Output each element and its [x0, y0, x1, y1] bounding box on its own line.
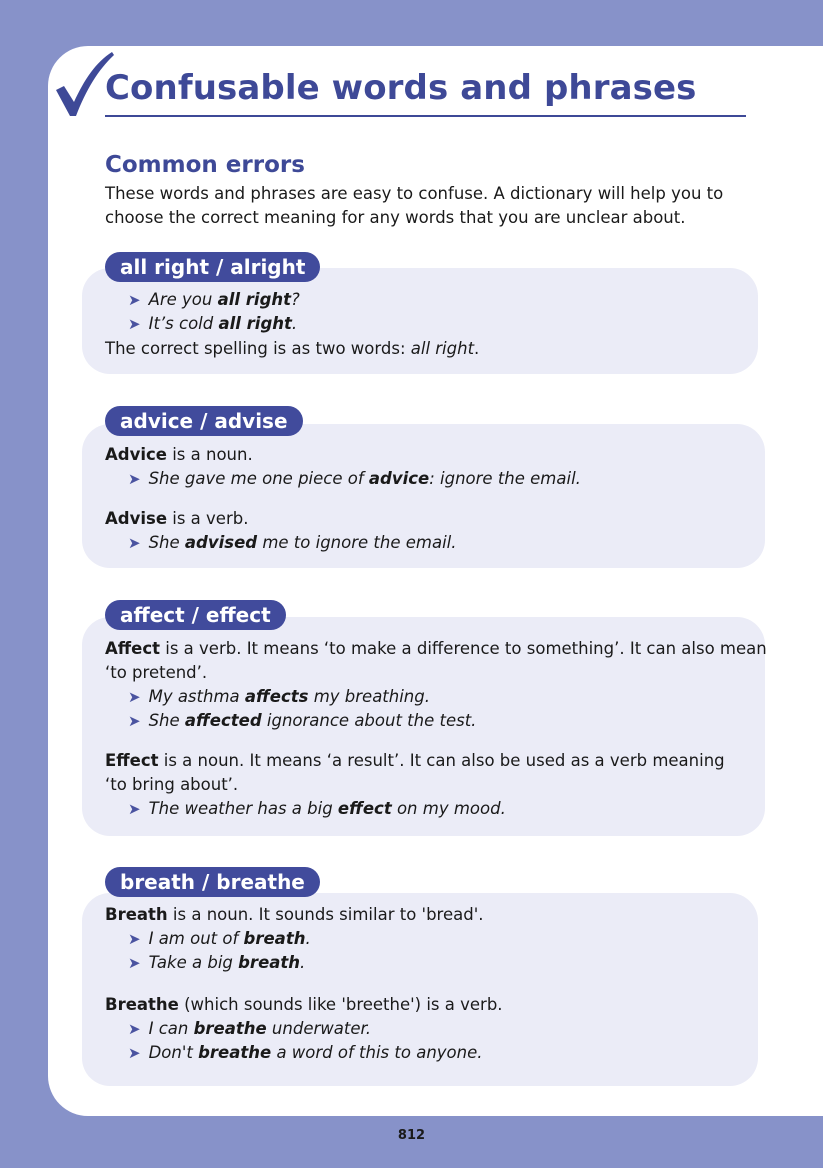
section-heading: Common errors	[105, 152, 305, 178]
entry-pill-affect: affect / effect	[105, 600, 286, 630]
arrow-bullet-icon: ➤	[128, 930, 141, 948]
example-line: ➤ Don't breathe a word of this to anyone.	[128, 1043, 483, 1062]
example-line: ➤ Take a big breath.	[128, 953, 306, 972]
arrow-bullet-icon: ➤	[128, 291, 141, 309]
example-line: ➤ Are you all right?	[128, 290, 300, 309]
example-line: ➤ I am out of breath.	[128, 929, 311, 948]
section-intro	[105, 182, 745, 230]
explanation-line: The correct spelling is as two words: all right.	[105, 339, 480, 358]
arrow-bullet-icon: ➤	[128, 712, 141, 730]
arrow-bullet-icon: ➤	[128, 1020, 141, 1038]
explanation-line: ‘to pretend’.	[105, 663, 208, 682]
explanation-line: Advice is a noun.	[105, 445, 253, 464]
example-line: ➤ My asthma affects my breathing.	[128, 687, 430, 706]
example-line: ➤ She advised me to ignore the email.	[128, 533, 457, 552]
explanation-line: Breathe (which sounds like 'breethe') is a verb.	[105, 995, 503, 1014]
page-title: Confusable words and phrases	[105, 68, 697, 108]
entry-pill-advice: advice / advise	[105, 406, 303, 436]
explanation-line: Effect is a noun. It means ‘a result’. It can also be used as a verb meaning	[105, 751, 725, 770]
example-line: ➤ It’s cold all right.	[128, 314, 298, 333]
example-line: ➤ She affected ignorance about the test.	[128, 711, 477, 730]
arrow-bullet-icon: ➤	[128, 688, 141, 706]
example-line: ➤ The weather has a big effect on my mood.	[128, 799, 506, 818]
explanation-line: Advise is a verb.	[105, 509, 249, 528]
example-line: ➤ She gave me one piece of advice: ignore the email.	[128, 469, 581, 488]
arrow-bullet-icon: ➤	[128, 534, 141, 552]
arrow-bullet-icon: ➤	[128, 470, 141, 488]
arrow-bullet-icon: ➤	[128, 1044, 141, 1062]
intro-line: These words and phrases are easy to confuse. A dictionary will help you to	[105, 184, 724, 203]
arrow-bullet-icon: ➤	[128, 954, 141, 972]
explanation-line: ‘to bring about’.	[105, 775, 239, 794]
example-line: ➤ I can breathe underwater.	[128, 1019, 371, 1038]
arrow-bullet-icon: ➤	[128, 315, 141, 333]
explanation-line: Affect is a verb. It means ‘to make a difference to something’. It can also mean	[105, 639, 767, 658]
explanation-line: Breath is a noun. It sounds similar to 'bread'.	[105, 905, 484, 924]
entry-pill-breath: breath / breathe	[105, 867, 320, 897]
page-number: 812	[397, 1128, 426, 1143]
entry-pill-all-right: all right / alright	[105, 252, 320, 282]
title-underline	[105, 115, 746, 117]
intro-line: choose the correct meaning for any words that you are unclear about.	[105, 208, 686, 227]
arrow-bullet-icon: ➤	[128, 800, 141, 818]
